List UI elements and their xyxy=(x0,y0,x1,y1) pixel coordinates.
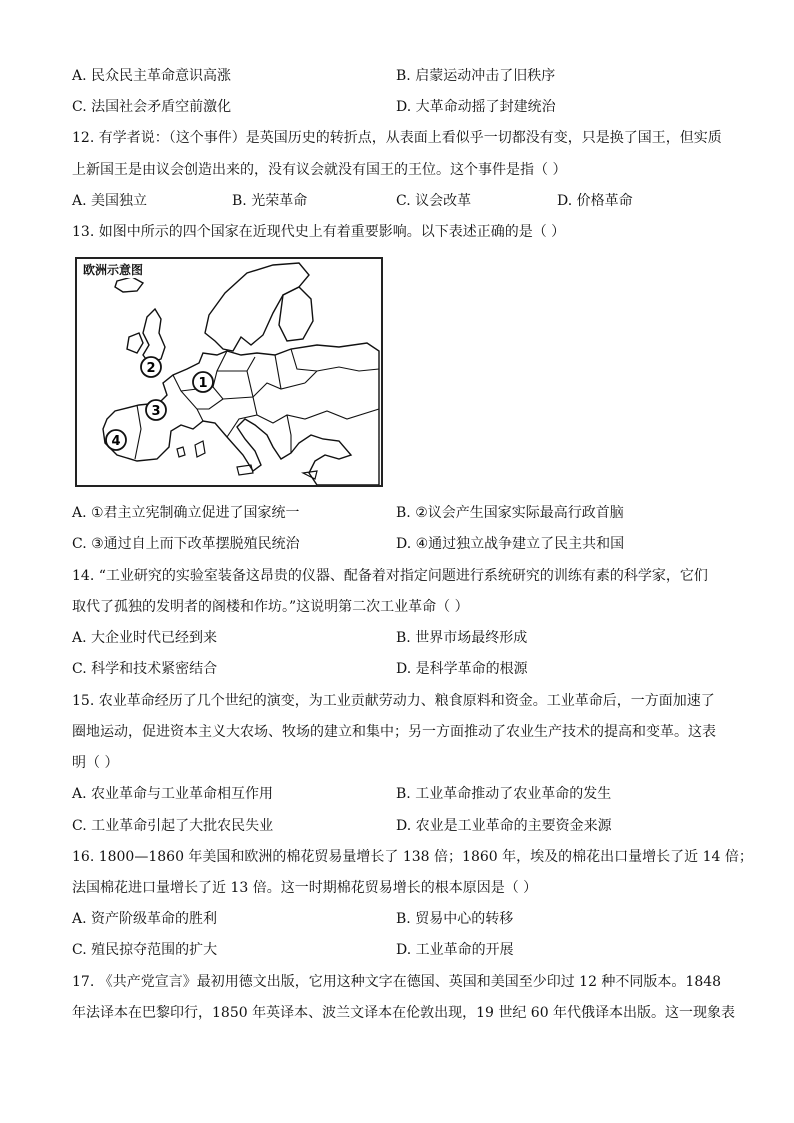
q15-stem-line-2: 圈地运动，促进资本主义大农场、牧场的建立和集中；另一方面推动了农业生产技术的提高和变革。这表 xyxy=(72,724,716,740)
q13-stem: 13. 如图中所示的四个国家在近现代史上有着重要影响。以下表述正确的是（ ） xyxy=(72,224,566,240)
q13-option-d: D. ④通过独立战争建立了民主共和国 xyxy=(396,536,625,552)
map-marker-3 xyxy=(146,400,166,420)
q14-option-b: B. 世界市场最终形成 xyxy=(396,630,528,646)
map-title: 欧洲示意图 xyxy=(83,263,144,277)
svg-text:1: 1 xyxy=(198,376,208,391)
q17-stem-line-2: 年法译本在巴黎印行，1850 年英译本、波兰文译本在伦敦出现，19 世纪 60 年代俄译本出版。这一现象表 xyxy=(72,1005,736,1021)
q14-stem-line-1: 14. “工业研究的实验室装备这昂贵的仪器、配备着对指定问题进行系统研究的训练有素的科学家，它们 xyxy=(72,568,708,584)
q16-stem-line-1: 16. 1800—1860 年美国和欧洲的棉花贸易量增长了 138 倍；1860 年，埃及的棉花出口量增长了近 14 倍； xyxy=(72,849,753,865)
q14-option-a: A. 大企业时代已经到来 xyxy=(72,630,218,646)
svg-text:2: 2 xyxy=(146,361,156,376)
q15-option-c: C. 工业革命引起了大批农民失业 xyxy=(72,818,274,834)
q12-option-d: D. 价格革命 xyxy=(557,193,633,209)
q15-option-a: A. 农业革命与工业革命相互作用 xyxy=(72,786,274,802)
q16-option-d: D. 工业革命的开展 xyxy=(396,942,514,958)
q15-stem-line-3: 明（ ） xyxy=(72,755,119,771)
q15-option-b: B. 工业革命推动了农业革命的发生 xyxy=(396,786,612,802)
europe-map xyxy=(75,257,383,487)
q12-option-b: B. 光荣革命 xyxy=(232,193,308,209)
q16-option-b: B. 贸易中心的转移 xyxy=(396,911,514,927)
q13-option-c: C. ③通过自上而下改革摆脱殖民统治 xyxy=(72,536,300,552)
q11-option-b: B. 启蒙运动冲击了旧秩序 xyxy=(396,68,556,84)
svg-text:4: 4 xyxy=(111,434,121,449)
q15-option-d: D. 农业是工业革命的主要资金来源 xyxy=(396,818,612,834)
q15-stem-line-1: 15. 农业革命经历了几个世纪的演变，为工业贡献劳动力、粮食原料和资金。工业革命后，一方面加速了 xyxy=(72,693,715,709)
svg-text:3: 3 xyxy=(151,404,161,419)
map-marker-1 xyxy=(193,372,213,392)
q16-option-a: A. 资产阶级革命的胜利 xyxy=(72,911,218,927)
europe-map-drawing xyxy=(77,259,381,485)
q13-option-b: B. ②议会产生国家实际最高行政首脑 xyxy=(396,505,624,521)
q14-option-c: C. 科学和技术紧密结合 xyxy=(72,661,218,677)
q16-stem-line-2: 法国棉花进口量增长了近 13 倍。这一时期棉花贸易增长的根本原因是（ ） xyxy=(72,880,538,896)
q12-option-c: C. 议会改革 xyxy=(396,193,472,209)
map-marker-2 xyxy=(141,357,161,377)
q12-stem-line-2: 上新国王是由议会创造出来的，没有议会就没有国王的王位。这个事件是指（ ） xyxy=(72,162,567,178)
q12-option-a: A. 美国独立 xyxy=(72,193,148,209)
q14-stem-line-2: 取代了孤独的发明者的阁楼和作坊。”这说明第二次工业革命（ ） xyxy=(72,599,469,615)
q11-option-a: A. 民众民主革命意识高涨 xyxy=(72,68,232,84)
q11-option-d: D. 大革命动摇了封建统治 xyxy=(396,99,556,115)
q11-option-c: C. 法国社会矛盾空前激化 xyxy=(72,99,232,115)
q13-option-a: A. ①君主立宪制确立促进了国家统一 xyxy=(72,505,300,521)
q12-stem-line-1: 12. 有学者说：（这个事件）是英国历史的转折点，从表面上看似乎一切都没有变，只是换了国王，但实质 xyxy=(72,130,722,146)
q17-stem-line-1: 17. 《共产党宣言》最初用德文出版，它用这种文字在德国、英国和美国至少印过 12 种不同版本。1848 xyxy=(72,974,722,990)
q14-option-d: D. 是科学革命的根源 xyxy=(396,661,528,677)
q16-option-c: C. 殖民掠夺范围的扩大 xyxy=(72,942,218,958)
map-marker-4 xyxy=(106,430,126,450)
